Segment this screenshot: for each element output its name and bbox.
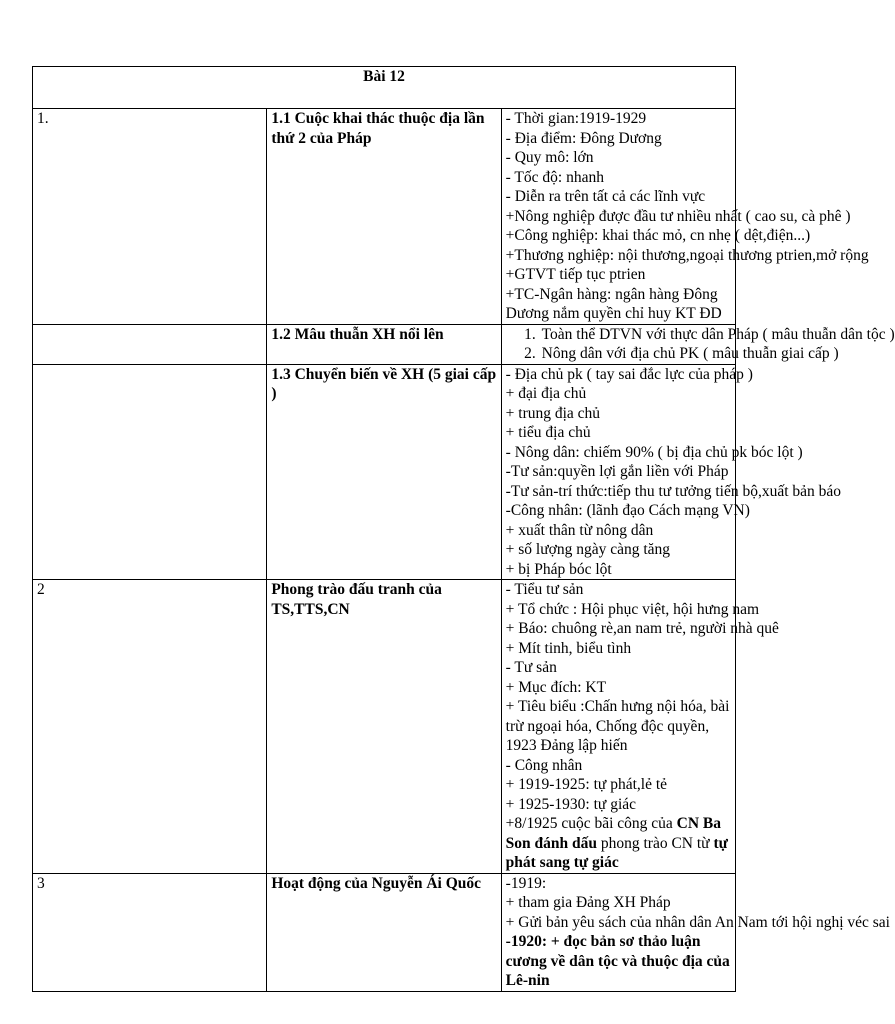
table-row (33, 580, 736, 874)
content-line: + số lượng ngày càng tăng (505, 541, 671, 558)
content-line: +Nông nghiệp được đầu tư nhiều nhất ( cao su, cà phê ) (505, 207, 851, 225)
content-line-bold: -1920: + đọc bản sơ thảo luận cương về dân tộc và thuộc địa của Lê-nin (505, 933, 730, 989)
row-content (501, 109, 869, 325)
title-row (33, 67, 736, 109)
row-topic: 1.3 Chuyển biến về XH (5 giai cấp ) (267, 364, 501, 580)
content-line: - Tốc độ: nhanh (505, 168, 604, 186)
content-line: - Địa điểm: Đông Dương (505, 129, 662, 147)
content-line: + đại địa chủ (505, 385, 587, 402)
row-content (501, 580, 779, 874)
content-line: + Tổ chức : Hội phục việt, hội hưng nam (505, 600, 760, 618)
row-number: 1. (33, 109, 267, 325)
content-line: - Thời gian:1919-1929 (505, 110, 647, 127)
text-run: +8/1925 cuộc bãi công của (505, 815, 677, 832)
bold-run: tự phát sang tự giác (505, 834, 728, 871)
table-row (33, 109, 736, 325)
content-line: + bị Pháp bóc lột (505, 560, 612, 578)
content-line-mixed (506, 814, 731, 873)
content-line: + Gửi bản yêu sách của nhân dân An Nam tới hội nghị véc sai (505, 913, 890, 931)
content-line: - Quy mô: lớn (505, 149, 594, 166)
content-line: + Báo: chuông rè,an nam trẻ, người nhà quê (505, 620, 779, 637)
content-line: - Diễn ra trên tất cả các lĩnh vực (505, 188, 706, 205)
content-line: + 1919-1925: tự phát,lẻ tẻ (505, 776, 668, 793)
content-line: -1919: (505, 874, 547, 892)
row-number: 3 (33, 873, 267, 991)
content-line: + Mục đích: KT (505, 678, 607, 696)
content-line: - Tư sản (505, 659, 557, 676)
row-number: 2 (33, 580, 267, 874)
row-topic: 1.1 Cuộc khai thác thuộc địa lần thứ 2 của Pháp (267, 109, 501, 325)
lesson-table (32, 66, 895, 992)
row-topic: 1.2 Mâu thuẫn XH nổi lên (267, 324, 501, 364)
table-title: Bài 12 (33, 67, 736, 109)
content-line: + Mít tinh, biểu tình (505, 639, 632, 657)
row-topic: Phong trào đấu tranh của TS,TTS,CN (267, 580, 501, 874)
content-line: - Tiểu tư sản (505, 581, 584, 598)
content-line: + trung địa chủ (505, 404, 601, 422)
list-item: 1. Toàn thể DTVN với thực dân Pháp ( mâu thuẫn dân tộc ) (540, 325, 731, 345)
table-row (33, 873, 736, 991)
numbered-list (506, 325, 895, 364)
content-line: -Công nhân: (lãnh đạo Cách mạng VN) (505, 502, 750, 519)
content-line: + tiểu địa chủ (505, 424, 591, 441)
content-line: + 1925-1930: tự giác (505, 795, 637, 813)
content-line: +Thương nghiệp: nội thương,ngoại thương ptrien,mở rộng (505, 246, 869, 264)
content-line: + Tiêu biểu :Chấn hưng nội hóa, bài trừ ngoại hóa, Chống độc quyền, 1923 Đảng lập hiến (505, 698, 730, 754)
row-number (33, 324, 267, 364)
row-content (501, 364, 842, 580)
text-run: phong trào CN từ (597, 834, 714, 852)
content-line: +GTVT tiếp tục ptrien (505, 266, 646, 283)
content-line: - Địa chủ pk ( tay sai đắc lực của pháp ) (505, 365, 753, 383)
content-line: - Nông dân: chiếm 90% ( bị địa chủ pk bóc lột ) (505, 443, 803, 461)
row-content (501, 873, 890, 991)
bold-run: CN Ba Son đánh dấu (505, 815, 722, 852)
content-line: + tham gia Đảng XH Pháp (505, 894, 671, 911)
table-row (33, 364, 736, 580)
content-line: +TC-Ngân hàng: ngân hàng Đông Dương nắm quyền chỉ huy KT ĐD (505, 285, 722, 322)
row-content (501, 324, 895, 364)
list-item: 2. Nông dân với địa chủ PK ( mâu thuẫn giai cấp ) (540, 344, 731, 364)
content-line: -Tư sản:quyền lợi gắn liền với Pháp (505, 463, 729, 480)
content-line: + xuất thân từ nông dân (505, 521, 654, 539)
content-line: -Tư sản-trí thức:tiếp thu tư tưởng tiến bộ,xuất bản báo (505, 482, 842, 500)
row-number (33, 364, 267, 580)
content-line: - Công nhân (505, 756, 583, 774)
row-topic: Hoạt động của Nguyễn Ái Quốc (267, 873, 501, 991)
content-line: +Công nghiệp: khai thác mỏ, cn nhẹ ( dệt,điện...) (505, 227, 811, 244)
table-row (33, 324, 736, 364)
